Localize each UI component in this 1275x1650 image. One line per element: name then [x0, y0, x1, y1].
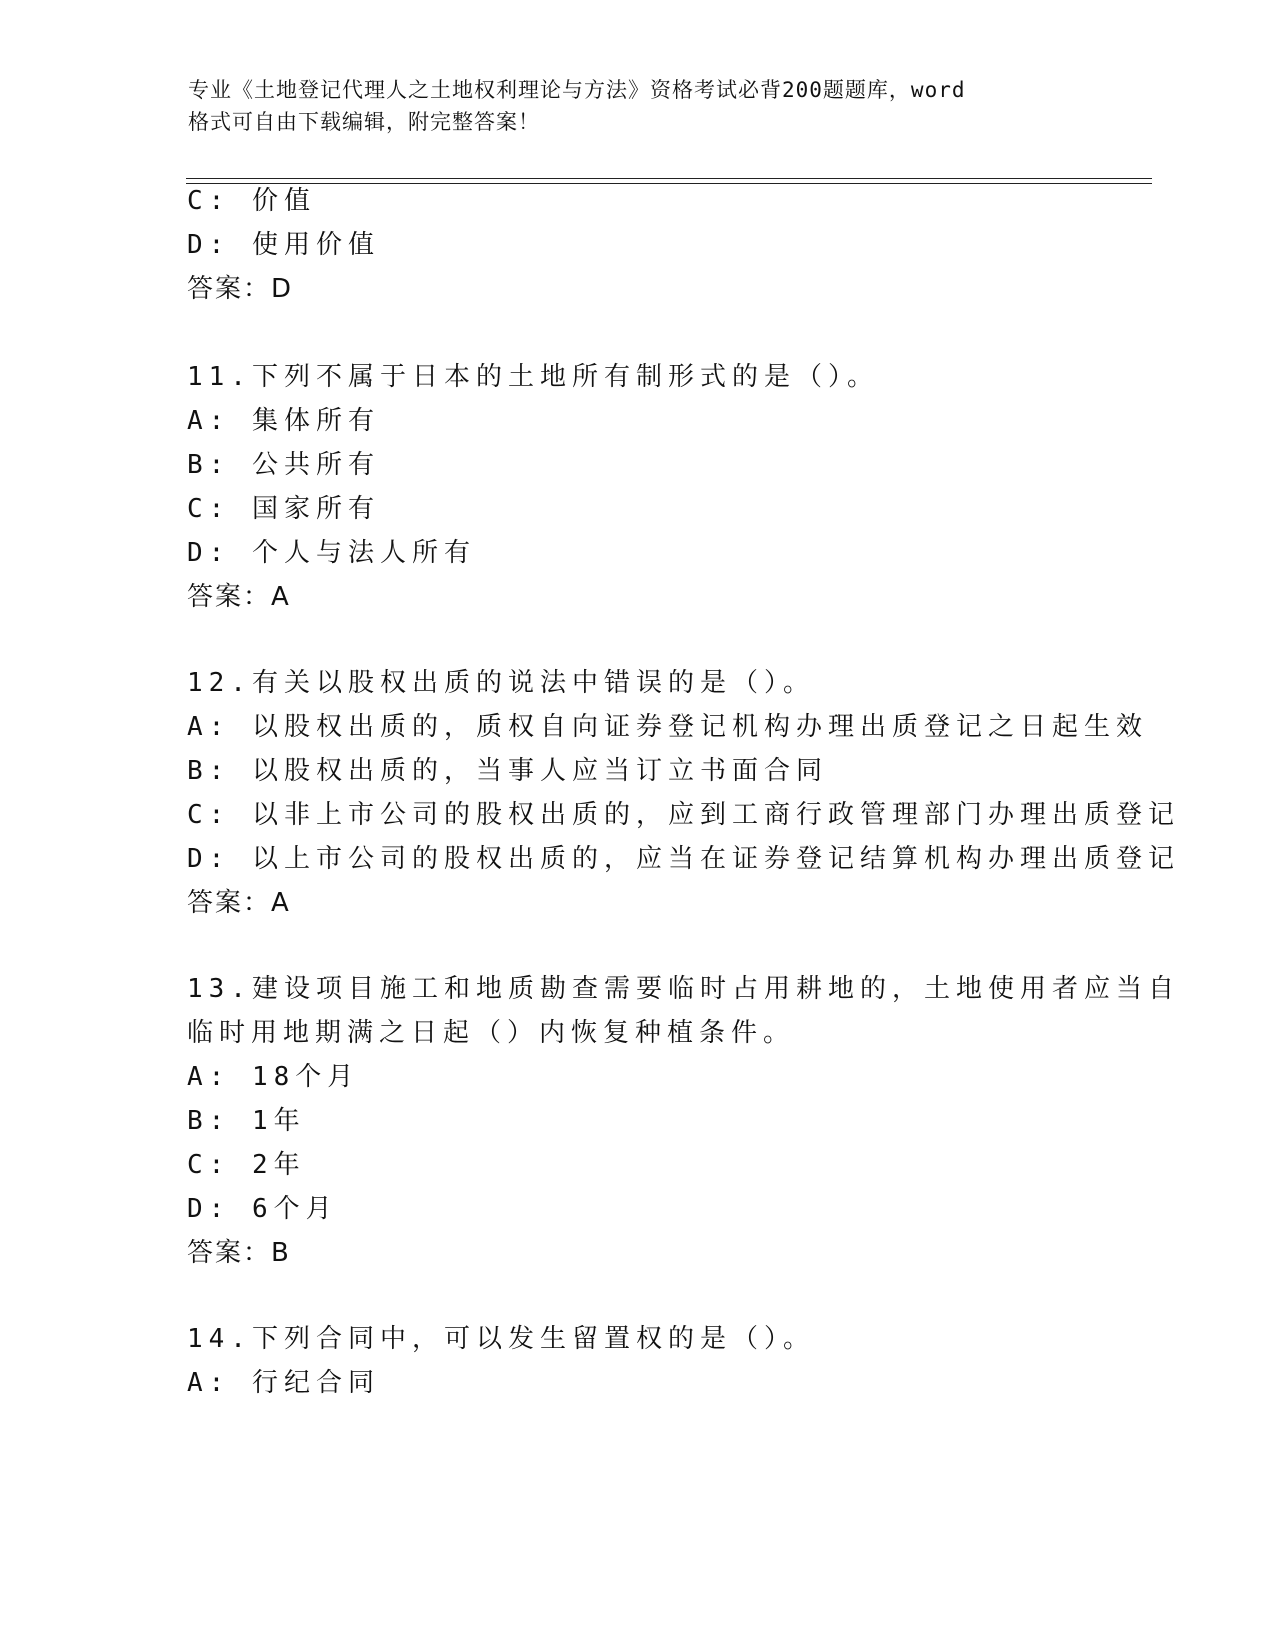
option-c: C: 价值 [187, 186, 316, 216]
question-stem: 11.下列不属于日本的土地所有制形式的是（）。 [187, 362, 879, 392]
option-d: D: 使用价值 [187, 230, 380, 260]
header-title-line-2: 格式可自由下载编辑，附完整答案！ [188, 110, 540, 134]
option-a: A: 18个月 [187, 1062, 360, 1092]
option-c: C: 2年 [187, 1150, 306, 1180]
option-d: D: 个人与法人所有 [187, 538, 476, 568]
option-c: C: 国家所有 [187, 494, 380, 524]
question-stem: 12.有关以股权出质的说法中错误的是（）。 [187, 668, 815, 698]
option-a: A: 集体所有 [187, 406, 380, 436]
question-stem: 14.下列合同中，可以发生留置权的是（）。 [187, 1324, 815, 1354]
question-stem-line-2: 临时用地期满之日起（）内恢复种植条件。 [187, 1018, 796, 1048]
document-header [188, 74, 1068, 138]
option-b: B: 公共所有 [187, 450, 380, 480]
option-b: B: 以股权出质的，当事人应当订立书面合同 [187, 756, 828, 786]
header-title-line-1: 专业《土地登记代理人之土地权利理论与方法》资格考试必背200题题库，word [188, 78, 966, 102]
question-stem-line-1: 13.建设项目施工和地质勘查需要临时占用耕地的，土地使用者应当自 [187, 974, 1180, 1004]
option-c: C: 以非上市公司的股权出质的，应到工商行政管理部门办理出质登记 [187, 800, 1180, 830]
answer-line: 答案：B [187, 1238, 291, 1268]
option-d: D: 以上市公司的股权出质的，应当在证券登记结算机构办理出质登记 [187, 844, 1180, 874]
option-d: D: 6个月 [187, 1194, 338, 1224]
header-divider-bottom [186, 183, 1152, 184]
answer-line: 答案：A [187, 582, 291, 612]
header-divider-top [186, 178, 1152, 179]
option-a: A: 以股权出质的，质权自向证券登记机构办理出质登记之日起生效 [187, 712, 1148, 742]
answer-line: 答案：A [187, 888, 291, 918]
option-a: A: 行纪合同 [187, 1368, 380, 1398]
option-b: B: 1年 [187, 1106, 306, 1136]
answer-line: 答案：D [187, 274, 294, 304]
